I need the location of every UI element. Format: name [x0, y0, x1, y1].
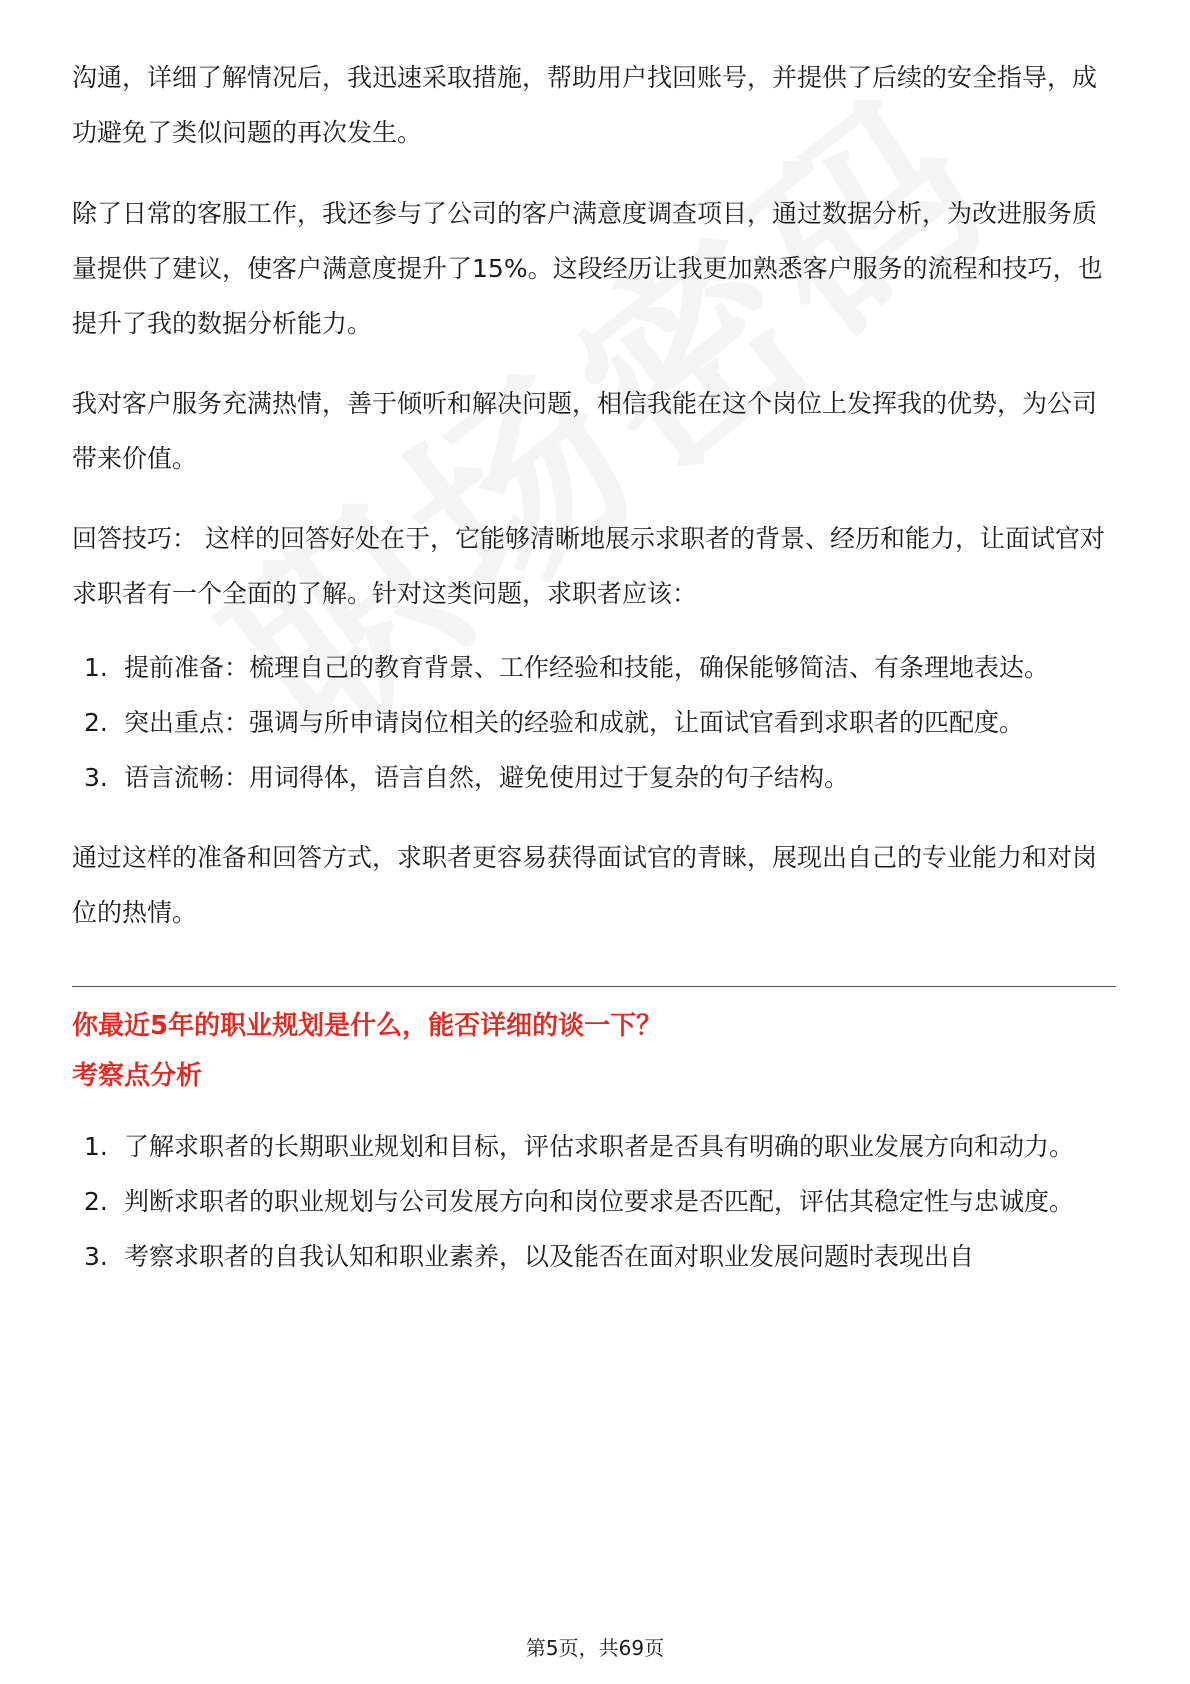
list-item: 1. 了解求职者的长期职业规划和目标，评估求职者是否具有明确的职业发展方向和动力。 — [84, 1132, 1075, 1161]
paragraph-extra-work: 除了日常的客服工作，我还参与了公司的客户满意度调查项目，通过数据分析，为改进服务质量提供了建议，使客户满意度提升了15%。这段经历让我更加熟悉客户服务的流程和技巧，也提升了我的数据分析能力。 — [72, 199, 1103, 338]
list-item: 2. 判断求职者的职业规划与公司发展方向和岗位要求是否匹配，评估其稳定性与忠诚度。 — [84, 1187, 1075, 1216]
list-item: 3. 考察求职者的自我认知和职业素养，以及能否在面对职业发展问题时表现出自 — [84, 1242, 975, 1271]
analysis-list — [72, 1119, 1118, 1284]
paragraph-answer-tips: 回答技巧： 这样的回答好处在于，它能够清晰地展示求职者的背景、经历和能力，让面试官对求职者有一个全面的了解。针对这类问题，求职者应该： — [72, 524, 1105, 608]
paragraph-passion: 我对客户服务充满热情，善于倾听和解决问题，相信我能在这个岗位上发挥我的优势，为公司带来价值。 — [72, 389, 1098, 473]
question-title: 你最近5年的职业规划是什么，能否详细的谈一下？ — [72, 1011, 663, 1041]
paragraph-answer-end: 沟通，详细了解情况后，我迅速采取措施，帮助用户找回账号，并提供了后续的安全指导，成功避免了类似问题的再次发生。 — [72, 63, 1098, 147]
page-number: 第5页，共69页 — [525, 1636, 665, 1660]
list-item: 2. 突出重点：强调与所申请岗位相关的经验和成就，让面试官看到求职者的匹配度。 — [84, 708, 1025, 737]
paragraph-conclusion: 通过这样的准备和回答方式，求职者更容易获得面试官的青睐，展现出自己的专业能力和对岗位的热情。 — [72, 843, 1098, 927]
list-item: 3. 语言流畅：用词得体，语言自然，避免使用过于复杂的句子结构。 — [84, 763, 850, 792]
tips-list — [72, 640, 1118, 805]
analysis-title: 考察点分析 — [72, 1061, 203, 1091]
document-page — [72, 50, 1118, 1284]
list-item: 1. 提前准备：梳理自己的教育背景、工作经验和技能，确保能够简洁、有条理地表达。 — [84, 653, 1050, 682]
